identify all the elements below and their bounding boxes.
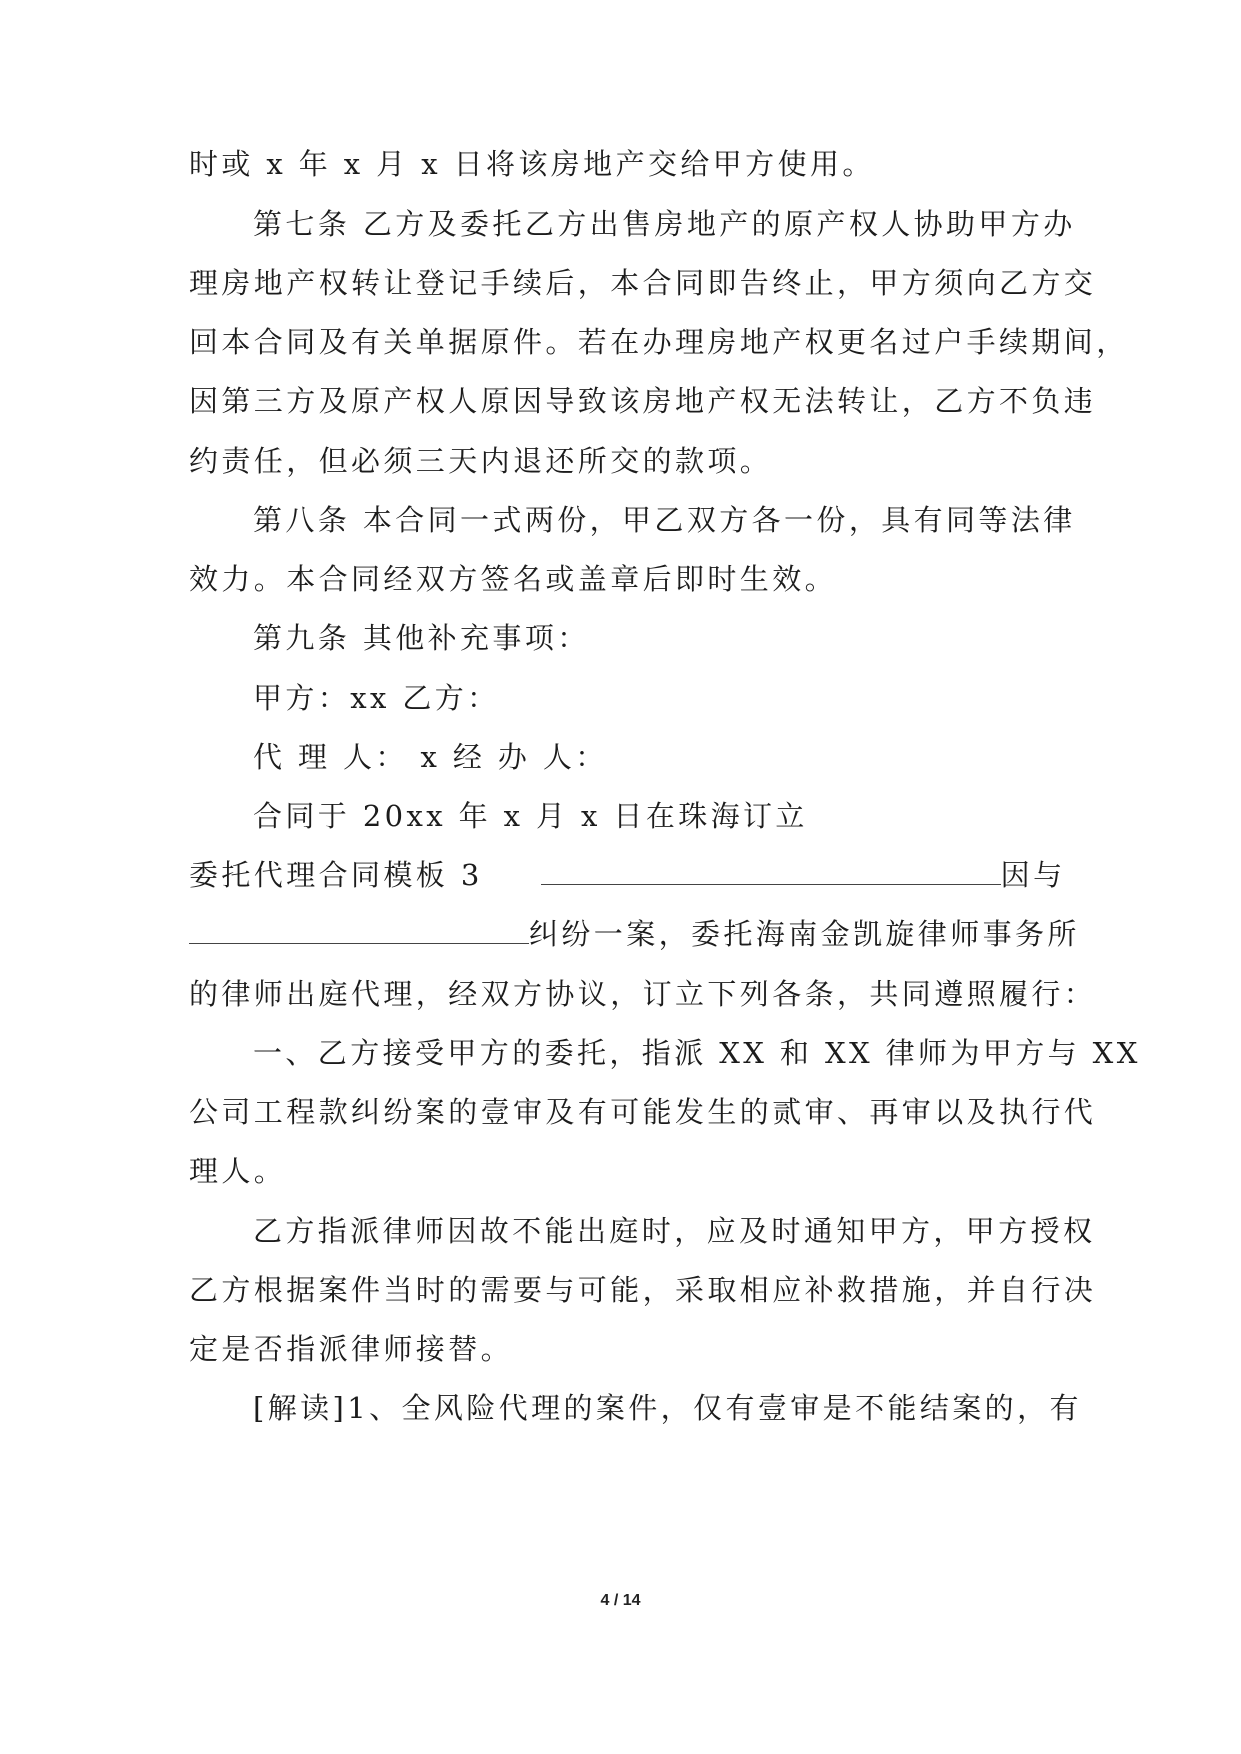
text-line: 乙方指派律师因故不能出庭时，应及时通知甲方，甲方授权 [253,1214,1096,1248]
text-fragment: 因与 [1000,858,1066,892]
text-line: 定是否指派律师接替。 [189,1332,514,1366]
blank-underline [189,919,529,944]
text-line: 合同于 20xx 年 x 月 x 日在珠海订立 [253,799,808,833]
page-number: 4 / 14 [600,1592,641,1609]
text-line: 一、乙方接受甲方的委托，指派 XX 和 XX 律师为甲方与 XX [253,1036,1141,1070]
text-line: 理人。 [189,1154,287,1188]
blank-underline [541,860,1001,885]
text-line: 代 理 人： x 经 办 人： [253,740,608,774]
text-line: 乙方根据案件当时的需要与可能，采取相应补救措施，并自行决 [189,1273,1097,1307]
text-line: 理房地产权转让登记手续后，本合同即告终止，甲方须向乙方交 [189,266,1097,300]
text-line: [解读]1、全风险代理的案件，仅有壹审是不能结案的，有 [253,1391,1082,1425]
text-line: 回本合同及有关单据原件。若在办理房地产权更名过户手续期间， [189,325,1129,359]
contract-title-line [189,857,1066,893]
text-line: 第八条 本合同一式两份，甲乙双方各一份，具有同等法律 [253,503,1076,537]
contract-title: 委托代理合同模板 3 [189,858,483,892]
text-line: 第七条 乙方及委托乙方出售房地产的原产权人协助甲方办 [253,207,1076,241]
text-line: 时或 x 年 x 月 x 日将该房地产交给甲方使用。 [189,147,875,181]
text-line [189,916,1080,952]
text-line: 第九条 其他补充事项： [253,621,590,655]
text-line: 的律师出庭代理，经双方协议，订立下列各条，共同遵照履行： [189,977,1097,1011]
text-line: 公司工程款纠纷案的壹审及有可能发生的贰审、再审以及执行代 [189,1095,1097,1129]
text-line: 甲方：xx 乙方： [253,681,500,715]
text-line: 效力。本合同经双方签名或盖章后即时生效。 [189,562,838,596]
text-line: 因第三方及原产权人原因导致该房地产权无法转让，乙方不负违 [189,384,1097,418]
text-line: 约责任，但必须三天内退还所交的款项。 [189,444,773,478]
text-fragment: 纠纷一案，委托海南金凯旋律师事务所 [529,917,1080,951]
